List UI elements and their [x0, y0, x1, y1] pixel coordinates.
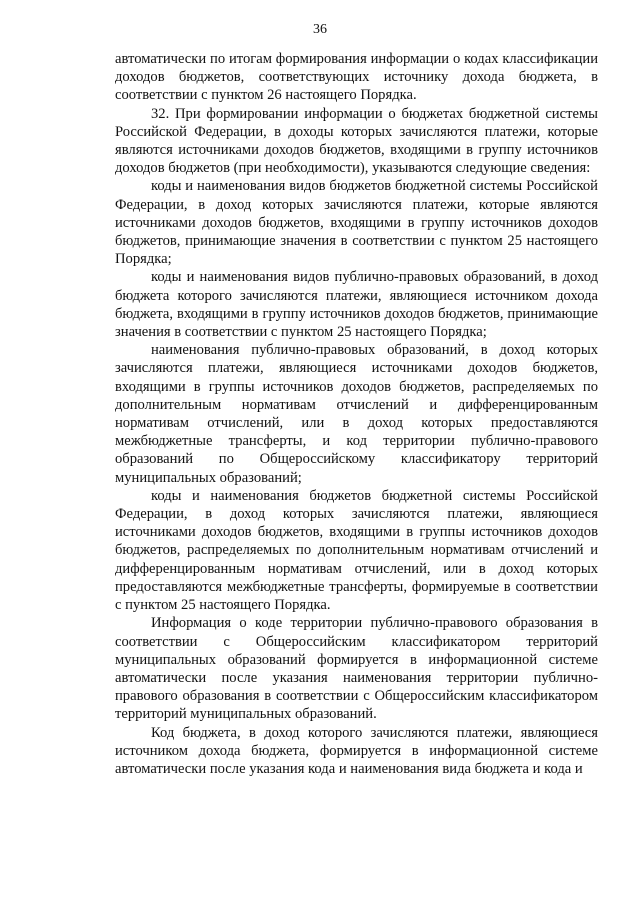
paragraph-budget-codes: коды и наименования бюджетов бюджетной системы Российской Федерации, в доход которых зачисляются платежи, являющиеся источниками доходов бюджетов, входящими в группы источников доходов бюджетов, распределяемых по дополнительным нормативам отчислений и дифференцированным нормативам отчислений, или в доход которых предоставляются межбюджетные трансферты, формируемые в соответствии с пунктом 25 настоящего Порядка.: [115, 487, 598, 614]
page-number: 36: [313, 22, 327, 37]
paragraph-continuation: автоматически по итогам формирования информации о кодах классификации доходов бюджетов, соответствующих источнику дохода бюджета, в соответствии с пунктом 26 настоящего Порядка.: [115, 51, 598, 104]
paragraph-item-32: 32. При формировании информации о бюджетах бюджетной системы Российской Федерации, в доходы которых зачисляются платежи, которые являются источниками доходов бюджетов, входящими в группу источников доходов бюджетов (при необходимости), указываются следующие сведения:: [115, 105, 598, 177]
paragraph-public-entity-type-codes: коды и наименования видов публично-правовых образований, в доход бюджета которого зачисляются платежи, являющиеся источником дохода бюджета, входящими в группу источников доходов бюджетов, принимающие значения в соответствии с пунктом 25 настоящего Порядка;: [115, 269, 598, 341]
document-body: [115, 50, 598, 778]
paragraph-budget-type-codes: коды и наименования видов бюджетов бюджетной системы Российской Федерации, в доход которых зачисляются платежи, которые являются источниками доходов бюджетов, входящими в группу источников доходов бюджетов, принимающие значения в соответствии с пунктом 25 настоящего Порядка;: [115, 178, 598, 268]
paragraph-public-entity-names: наименования публично-правовых образований, в доход которых зачисляются платежи, являющиеся источниками доходов бюджетов, входящими в группы источников доходов бюджетов, распределяемых по дополнительным нормативам отчислений и дифференцированным нормативам отчислений, или в доход которых предоставляются межбюджетные трансферты, и код территории публично-правового образований по Общероссийскому классификатору территорий муниципальных образований;: [115, 342, 598, 486]
paragraph-budget-code-info: Код бюджета, в доход которого зачисляются платежи, являющиеся источником дохода бюджета, формируется в информационной системе автоматически после указания кода и наименования вида бюджета и кода и: [115, 724, 598, 777]
paragraph-territory-code-info: Информация о коде территории публично-правового образования в соответствии с Общероссийским классификатором территорий муниципальных образований формируется в информационной системе автоматически после указания наименования территории публично-правового образования в соответствии с Общероссийским классификатором территорий муниципальных образований.: [115, 615, 598, 723]
